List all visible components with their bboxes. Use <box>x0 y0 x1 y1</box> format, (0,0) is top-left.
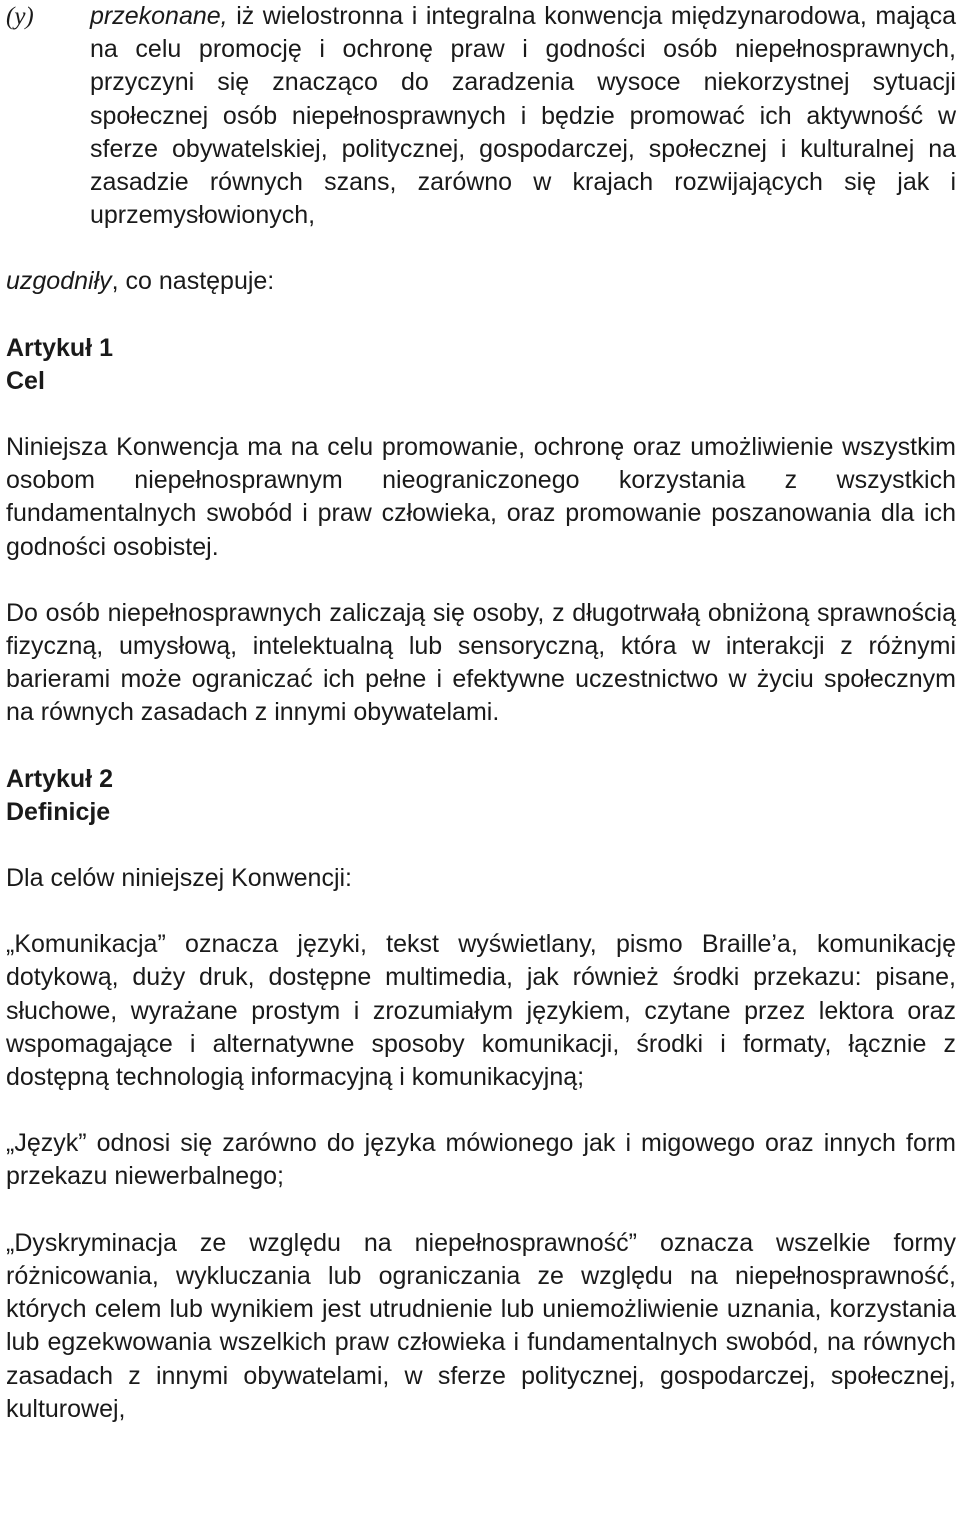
article-2-number: Artykuł 2 <box>6 764 113 793</box>
article-2 <box>6 763 956 1426</box>
definition-language: „Język” odnosi się zarówno do języka mówionego jak i migowego oraz innych form przekazu niewerbalnego; <box>6 1129 956 1191</box>
article-1-number: Artykuł 1 <box>6 333 113 362</box>
article-1-paragraph: Niniejsza Konwencja ma na celu promowanie, ochronę oraz umożliwienie wszystkim osobom niepełnosprawnym nieograniczonego korzystania z wszystkich fundamentalnych swobód i praw człowieka, oraz promowanie poszanowania dla ich godności osobistej. <box>6 433 956 561</box>
article-1 <box>6 332 956 730</box>
article-1-paragraph: Do osób niepełnosprawnych zaliczają się osoby, z długotrwałą obniżoną sprawnością fizyczną, umysłową, intelektualną lub sensoryczną, która w interakcji z różnymi barierami może ograniczać ich pełne i efektywne uczestnictwo w życiu społecznym na równych zasadach z innymi obywatelami. <box>6 598 956 727</box>
document-page <box>6 0 956 1426</box>
article-2-intro: Dla celów niniejszej Konwencji: <box>6 864 352 893</box>
preamble-text: iż wielostronna i integralna konwencja międzynarodowa, mająca na celu promocję i ochronę praw i godności osób niepełnosprawnych, przyczyni się znacząco do zaradzenia wysoce niekorzystnej sytuacji społecznej osób niepełnosprawnych i będzie promować ich aktywność w sferze obywatelskiej, politycznej, gospodarczej, społecznej i kulturalnej na zasadzie równych szans, zarówno w krajach rozwijających się jak i uprzemysłowionych, <box>90 2 956 230</box>
preamble-item-y <box>6 0 956 232</box>
preamble-intro-word: przekonane, <box>90 2 228 30</box>
article-2-title: Definicje <box>6 797 111 826</box>
agreed-italic-word: uzgodniły <box>6 267 112 296</box>
article-1-title: Cel <box>6 366 45 395</box>
definition-communication: „Komunikacja” oznacza języki, tekst wyświetlany, pismo Braille’a, komunikację dotykową, duży druk, dostępne multimedia, jak również środki przekazu: pisane, słuchowe, wyrażane prostym i zrozumiałym językiem, czytane przez lektora oraz wspomagające i alternatywne sposoby komunikacji, środki i formaty, łącznie z dostępną technologią informacyjną i komunikacyjną; <box>6 930 956 1092</box>
preamble-item-label: (y) <box>6 3 34 30</box>
agreed-line <box>6 265 956 298</box>
definition-discrimination: „Dyskryminacja ze względu na niepełnosprawność” oznacza wszelkie formy różnicowania, wykluczania lub ograniczania ze względu na niepełnosprawność, których celem lub wynikiem jest utrudnienie lub uniemożliwienie uznania, korzystania lub egzekwowania wszelkich praw człowieka i fundamentalnych swobód, na równych zasadach z innymi obywatelami, w sferze politycznej, gospodarczej, społecznej, kulturowej, <box>6 1228 956 1423</box>
agreed-rest: , co następuje: <box>111 267 275 296</box>
